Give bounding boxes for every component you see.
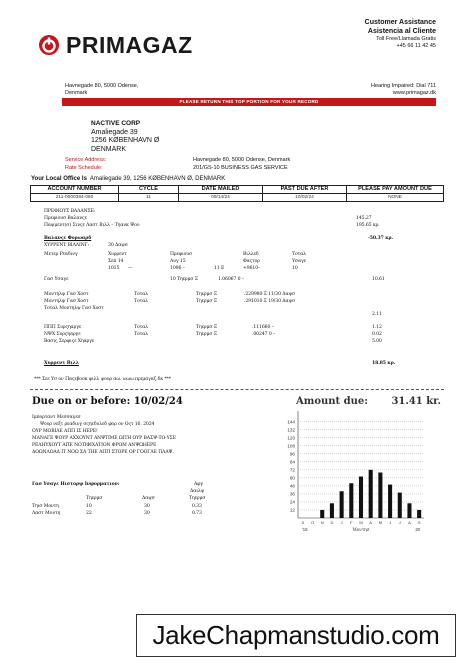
monthly-cost-1-therms: Τηερμσ Ξ bbox=[196, 292, 217, 297]
basic-charge-value: 5.00 bbox=[372, 339, 382, 344]
amount-due-label: Amount due: bbox=[296, 396, 368, 407]
asistencia-label: Asistencia al Cliente bbox=[367, 27, 436, 35]
company-address-line2: Denmark bbox=[65, 89, 88, 96]
nyc-surcharge-total: Τοταλ bbox=[134, 332, 148, 337]
gas-usage-label: Γασ Υσαγε bbox=[44, 277, 69, 282]
current-bill-row bbox=[44, 361, 443, 366]
cycle-value: 11 bbox=[119, 194, 179, 202]
monthly-cost-1-rate: .229980 Ξ 11/30 Δαψσ bbox=[244, 292, 296, 297]
chart-xtick-label: M bbox=[359, 520, 363, 525]
due-date-heading: Due on or before: 10/02/24 bbox=[32, 396, 183, 407]
header-cycle: CYCLE bbox=[119, 186, 179, 194]
rate-schedule-label: Rate Schedule: bbox=[65, 164, 103, 171]
current-bill-value: 18.85 κρ. bbox=[372, 361, 396, 366]
nyc-surcharge-label: ΝΨΧ Συρςηαργε bbox=[44, 332, 81, 337]
meter-estimate-flag: 11 Ε bbox=[214, 266, 225, 271]
usage-row-this-days: 30 bbox=[144, 504, 150, 509]
chart-bar bbox=[349, 483, 353, 518]
meter-previous-head: Πρεφιουσ bbox=[170, 252, 192, 257]
toll-free-label: Toll Free/Llamada Gratis bbox=[376, 36, 436, 42]
amount-due-value: NONE bbox=[347, 194, 444, 202]
message-manage-account: ΜΑΝΑΓΕ ΨΟΥΡ ΑΧΧΟΥΝΤ ΑΝΨΤΙΜΕ ΩΙΤΗ ΟΥΡ ΒΑΣΨ-ΤΟ-ΥΣΕ bbox=[32, 436, 176, 441]
rate-schedule-value: 201/GS-10 BUSINESS GAS SERVICE bbox=[193, 164, 288, 171]
customer-assistance-label: Customer Assistance bbox=[364, 19, 436, 26]
header-amount-due: PLEASE PAY AMOUNT DUE bbox=[347, 186, 444, 194]
website-note: *** Σεε Υσ ον Παςεβοοκ φιλλ ψουρ αω. ωωω.πριμαγαζ.δκ *** bbox=[34, 377, 171, 382]
usage-therms-head: Τηερμσ bbox=[86, 496, 103, 501]
monthly-cost-2-therms: Τηερμσ Ξ bbox=[196, 299, 217, 304]
recipient-country: DENMARK bbox=[91, 145, 127, 153]
payment-label: Παψμεντ(σ) Σινςε Λαστ Βιλλ – Τηανκ Ψου bbox=[44, 223, 140, 228]
service-labels bbox=[65, 157, 106, 172]
meter-billed-head: Βιλλεδ bbox=[243, 252, 259, 257]
company-address bbox=[65, 83, 138, 97]
chart-ytick-label: 120 bbox=[287, 435, 295, 441]
nyc-surcharge-rate: .00247 0 – bbox=[252, 332, 276, 337]
meter-current-head: Χυρρεντ bbox=[108, 252, 127, 257]
ppp-surcharge-rate: .111660 – bbox=[252, 325, 274, 330]
meter-current-value: 1015 bbox=[108, 266, 120, 271]
gas-usage-value: 10.61 bbox=[372, 277, 385, 282]
local-office-value: Amaliegade 39, 1256 KØBENHAVN Ø, DENMARK bbox=[89, 176, 226, 182]
customer-service-block bbox=[365, 19, 436, 50]
usage-row-this-therms: 10 bbox=[86, 504, 92, 509]
brand-name: PRIMAGAZ bbox=[66, 32, 193, 58]
nyc-surcharge-therms: Τηερμσ Ξ bbox=[196, 332, 217, 337]
usage-row-last-label: Λαστ Μοντη bbox=[32, 511, 61, 516]
usage-row-last-therms: 22 bbox=[86, 511, 92, 516]
hearing-impaired-label: Hearing Impaired: Dial 711 bbox=[370, 83, 436, 89]
date-mailed-value: 09/14/24 bbox=[179, 194, 263, 202]
monthly-cost-1-total: Τοταλ bbox=[134, 292, 148, 297]
service-address-value: Havnegade 80, 5000 Odense, Denmark bbox=[193, 157, 291, 163]
chart-x-label: Μοντησ bbox=[352, 527, 370, 532]
ppp-surcharge-value: 1.12 bbox=[372, 325, 382, 330]
chart-bar bbox=[417, 510, 421, 518]
past-due-value: 10/02/24 bbox=[263, 194, 347, 202]
payment-value: 195.65 κρ. bbox=[356, 223, 380, 228]
chart-xtick-label: F bbox=[350, 520, 353, 525]
meter-factor-head: Φαςτορ bbox=[243, 259, 260, 264]
gas-usage-rate: 1.06067 0 – bbox=[218, 277, 245, 282]
meter-previous-date: Αυγ 15 bbox=[170, 259, 186, 264]
current-billing-days: 30 Δαψσ bbox=[108, 243, 128, 248]
chart-ytick-label: 60 bbox=[289, 475, 295, 481]
ppp-surcharge-therms: Τηερμσ Ξ bbox=[196, 325, 217, 330]
recipient-address bbox=[91, 120, 159, 154]
chart-bar bbox=[369, 470, 373, 518]
chart-bar bbox=[320, 510, 324, 518]
usage-bar-chart bbox=[274, 405, 434, 540]
watermark-banner: JakeChapmanstudio.com bbox=[136, 614, 456, 657]
usage-avg-head-a: Αφγ bbox=[194, 482, 203, 487]
current-bill-label: Χυρρεντ Βιλλ bbox=[44, 361, 79, 366]
monthly-cost-2-rate: .291010 Ξ 19/30 Δαψσ bbox=[244, 299, 296, 304]
monthly-cost-2-label: Μοντηλψ Γασ Χοστ bbox=[44, 299, 89, 304]
chart-ytick-label: 12 bbox=[289, 507, 295, 513]
usage-history-heading: Γασ Υσαγε Ηιστορψ Ινφορματιον: bbox=[32, 482, 120, 487]
balance-forward-value: -50.37 κρ. bbox=[368, 236, 393, 241]
chart-ytick-label: 96 bbox=[289, 451, 295, 457]
return-banner: PLEASE RETURN THIS TOP PORTION FOR YOUR RECORD bbox=[62, 98, 436, 106]
chart-year-left: '19 bbox=[302, 527, 308, 532]
recipient-street: Amaliegade 39 bbox=[91, 128, 138, 136]
meter-usage-head: Υσαγε bbox=[292, 259, 306, 264]
balance-forward-label: Βαλανςε Φορωαρδ bbox=[44, 236, 92, 241]
local-office-label: Your Local Office Is bbox=[31, 176, 87, 182]
ppp-surcharge-label: ΠΠΠ Συρςηαργε bbox=[44, 325, 82, 330]
hearing-block bbox=[371, 83, 436, 97]
chart-xtick-label: A bbox=[408, 520, 411, 525]
monthly-total-value: 2.11 bbox=[372, 312, 382, 317]
header-past-due: PAST DUE AFTER bbox=[263, 186, 347, 194]
basic-charge-label: Βασις Σερφιςε Χηαργε bbox=[44, 339, 95, 344]
monthly-total-label: Τοταλ Μοντηλψ Γασ Χοστ bbox=[44, 306, 104, 311]
header-date-mailed: DATE MAILED bbox=[179, 186, 263, 194]
monthly-cost-2-total: Τοταλ bbox=[134, 299, 148, 304]
chart-bar bbox=[330, 503, 334, 518]
usage-days-head: Δαψσ bbox=[142, 496, 155, 501]
usage-avg-head-b: Δαιλψ bbox=[190, 489, 205, 494]
chart-xtick-label: M bbox=[378, 520, 383, 525]
previous-balance-label: Πρεφιουσ Βαλανςε bbox=[44, 216, 87, 221]
chart-xtick-label: O bbox=[310, 520, 315, 525]
chart-ytick-label: 108 bbox=[287, 443, 295, 449]
chart-ytick-label: 24 bbox=[289, 499, 295, 505]
chart-bar bbox=[378, 473, 382, 518]
current-billing-heading: ΧΥΡΡΕΝΤ ΒΙΛΛΙΝΓ: bbox=[44, 243, 90, 248]
chart-ytick-label: 144 bbox=[287, 419, 295, 425]
account-table-header bbox=[31, 186, 444, 194]
primagaz-logo-icon bbox=[38, 34, 60, 56]
chart-ytick-label: 132 bbox=[287, 427, 295, 433]
chart-xtick-label: J bbox=[340, 520, 343, 525]
chart-xtick-label: J bbox=[398, 520, 401, 525]
recipient-name: NACTIVE CORP bbox=[91, 120, 141, 127]
message-download: ΔΟΩΝΛΟΑΔ ΙΤ ΝΟΩ ΣΑ ΤΗΕ ΑΠΠ ΣΤΟΡΕ ΟΡ ΓΟΟΓΛΕ ΠΛΑΨ. bbox=[32, 450, 174, 455]
service-address-label: Service Address: bbox=[65, 157, 107, 163]
meter-dash: — bbox=[128, 266, 133, 271]
meter-usage-value: 10 bbox=[292, 266, 298, 271]
chart-xtick-label: D bbox=[330, 520, 334, 525]
usage-avg-head-c: Τηερμσ bbox=[189, 496, 206, 501]
account-summary-table bbox=[30, 185, 444, 202]
message-app-here: ΟΥΡ ΜΟΒΙΛΕ ΑΠΠ ΙΣ ΗΕΡΕ! bbox=[32, 429, 98, 434]
website-link[interactable]: www.primagaz.dk bbox=[392, 89, 436, 96]
recipient-city: 1256 KØBENHAVN Ø bbox=[91, 137, 160, 145]
customer-phone: +45 66 11 42 45 bbox=[396, 42, 436, 49]
messages-heading: Ιμπορταντ Μεσσαγεσ bbox=[32, 415, 81, 420]
usage-row-last-days: 30 bbox=[144, 511, 150, 516]
previous-balance-heading: ΠΡΕΦΙΟΥΣ ΒΑΛΑΝΣΕ: bbox=[44, 209, 96, 214]
chart-xtick-label: J bbox=[389, 520, 392, 525]
meter-factor-value: +9610– bbox=[243, 266, 261, 271]
usage-row-last-avg: 0.73 bbox=[192, 511, 202, 516]
chart-xtick-label: A bbox=[369, 520, 373, 525]
meter-previous-value: 1096 – bbox=[170, 266, 185, 271]
chart-bar bbox=[340, 491, 344, 518]
chart-bar bbox=[398, 493, 402, 518]
chart-xtick-label: S bbox=[417, 520, 421, 525]
local-office bbox=[31, 176, 225, 182]
chart-ytick-label: 36 bbox=[289, 491, 295, 497]
account-number-value: 211-0000384-060 bbox=[31, 194, 119, 202]
monthly-cost-1-label: Μοντηλψ Γασ Χοστ bbox=[44, 292, 89, 297]
previous-balance-value: 145.27 bbox=[356, 216, 372, 221]
nyc-surcharge-value: 0.02 bbox=[372, 332, 382, 337]
ppp-surcharge-total: Τοταλ bbox=[134, 325, 148, 330]
header-account-number: ACCOUNT NUMBER bbox=[31, 186, 119, 194]
chart-bar bbox=[388, 485, 392, 518]
chart-xtick-label: S bbox=[301, 520, 305, 525]
message-next-reading: Ψουρ νεξτ ρεαδινγ σςηεδυλεδ φορ ον Οςτ 16, 2024 bbox=[40, 422, 155, 427]
company-address-line1: Havnegade 80, 5000 Odense, bbox=[65, 83, 139, 89]
meter-current-date: Σεπ 14 bbox=[108, 259, 124, 264]
chart-ytick-label: 72 bbox=[289, 467, 295, 473]
message-notifications: ΡΕΛΗΥΧΟΥΤ ΑΠΕ ΝΟΤΙΦΙΧΑΤΙΟΝ ΦΡΟΜ ΑΝΨΩΗΕΡΕ bbox=[32, 443, 157, 448]
gas-usage-therms: 10 Τηερμσ Ξ bbox=[170, 277, 198, 282]
usage-row-this-label: Τηισ Μοντη bbox=[32, 504, 59, 509]
chart-year-right: 20 bbox=[415, 527, 420, 532]
meter-reading-label: Μετερ Ρεαδινγ bbox=[44, 252, 78, 257]
account-table-values bbox=[31, 194, 444, 202]
service-values bbox=[193, 157, 290, 172]
chart-bar bbox=[407, 503, 411, 518]
chart-ytick-label: 84 bbox=[289, 459, 295, 465]
meter-total-head: Τοταλ bbox=[292, 252, 306, 257]
chart-bar bbox=[359, 477, 363, 518]
brand-logo bbox=[38, 32, 198, 62]
balance-forward-row bbox=[44, 236, 443, 241]
chart-xtick-label: N bbox=[320, 520, 324, 525]
amount-due-total: 31.41 kr. bbox=[391, 396, 442, 407]
usage-row-this-avg: 0.33 bbox=[192, 504, 202, 509]
tear-line bbox=[30, 389, 444, 390]
chart-ytick-label: 48 bbox=[289, 483, 295, 489]
